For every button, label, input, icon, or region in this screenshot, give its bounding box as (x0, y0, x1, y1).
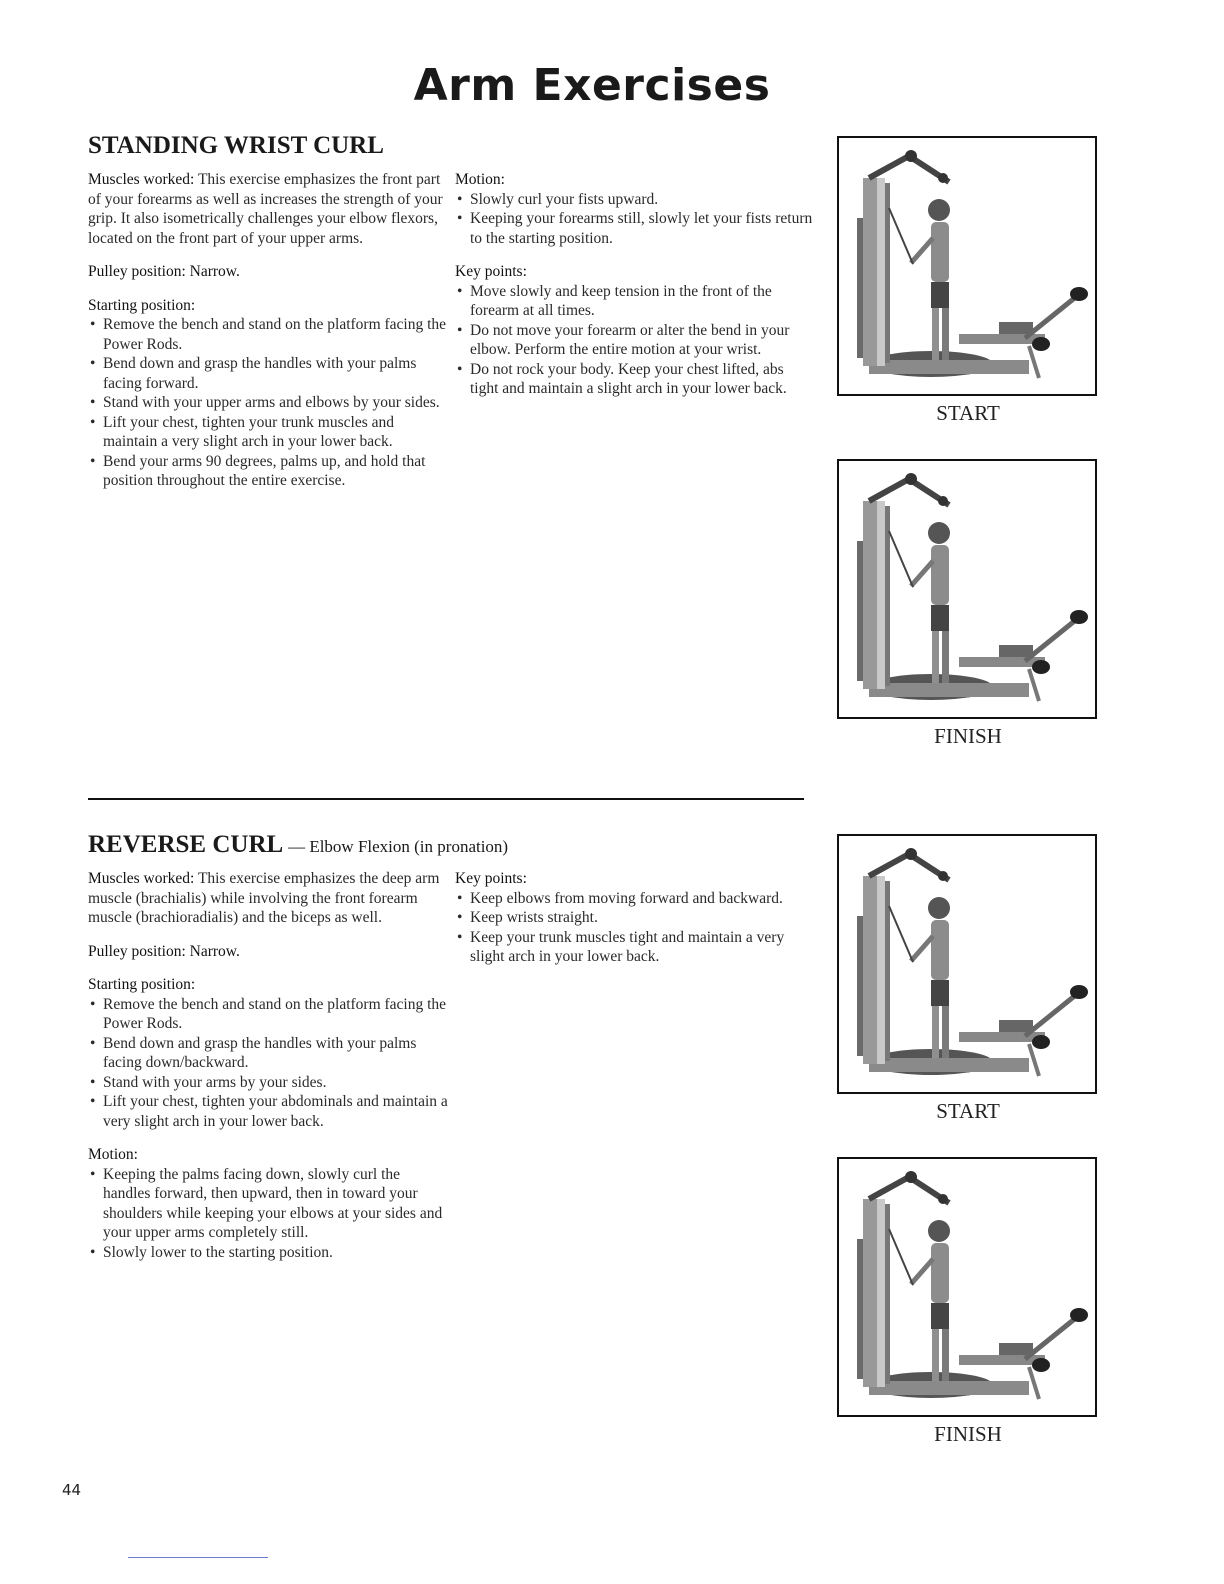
list-item: • Slowly curl your fists upward. (455, 190, 815, 210)
starting-position-heading: Starting position: (88, 976, 196, 993)
exercise-subtitle: — Elbow Flexion (in pronation) (288, 837, 509, 856)
list-item: • Stand with your upper arms and elbows by your sides. (88, 393, 448, 413)
key-points-list (455, 282, 815, 399)
list-item: • Lift your chest, tighten your trunk muscles and maintain a very slight arch in your lower back. (88, 413, 448, 452)
starting-position-heading: Starting position: (88, 296, 196, 314)
start-caption: START (936, 401, 1000, 425)
page-number: 44 (62, 1481, 82, 1499)
exercise-title-text: STANDING WRIST CURL (88, 132, 384, 159)
muscles-label: Muscles worked: (88, 171, 195, 188)
list-item: • Slowly lower to the starting position. (88, 1243, 448, 1263)
exercise-title (88, 831, 508, 859)
list-item: • Keep your trunk muscles tight and maintain a very slight arch in your lower back. (455, 928, 815, 967)
muscles-text: This exercise emphasizes the deep arm muscle (brachialis) while involving the front forearm muscle (brachioradialis) and the biceps as well. (88, 870, 440, 926)
pulley-position (88, 942, 448, 962)
list-item: • Move slowly and keep tension in the front of the forearm at all times. (455, 282, 815, 321)
exercise-title-text: REVERSE CURL (88, 831, 282, 858)
pulley-value: Narrow. (189, 263, 240, 280)
finish-illustration (837, 1157, 1097, 1417)
muscles-worked (88, 869, 448, 928)
pulley-value: Narrow. (189, 942, 240, 960)
exercise-left-column (88, 170, 448, 491)
finish-illustration (837, 459, 1097, 719)
exercise-right-column (455, 170, 815, 399)
page-title: Arm Exercises (413, 60, 771, 111)
exercise-right-column (455, 869, 815, 967)
list-item: • Keeping the palms facing down, slowly curl the handles forward, then upward, then in toward your shoulders while keeping your elbows at your sides and your upper arms completely still. (88, 1165, 448, 1243)
exercise-left-column (88, 869, 448, 1262)
start-illustration (837, 136, 1097, 396)
section-divider (88, 798, 804, 800)
gym-machine-image (839, 461, 1095, 717)
motion-list (88, 1165, 448, 1263)
pulley-position (88, 262, 448, 282)
footer-rule (128, 1557, 268, 1558)
key-points-list (455, 889, 815, 967)
finish-caption: FINISH (934, 724, 1002, 748)
starting-position-list (88, 315, 448, 491)
list-item: • Remove the bench and stand on the platform facing the Power Rods. (88, 315, 448, 354)
list-item: • Keep wrists straight. (455, 908, 815, 928)
start-illustration (837, 834, 1097, 1094)
list-item: • Remove the bench and stand on the platform facing the Power Rods. (88, 995, 448, 1034)
key-points-heading: Key points: (455, 263, 527, 280)
list-item: • Stand with your arms by your sides. (88, 1073, 448, 1093)
muscles-label: Muscles worked: (88, 870, 195, 887)
finish-caption: FINISH (934, 1422, 1002, 1446)
list-item: • Bend down and grasp the handles with your palms facing forward. (88, 354, 448, 393)
starting-position-list (88, 995, 448, 1132)
list-item: • Do not move your forearm or alter the bend in your elbow. Perform the entire motion at your wrist. (455, 321, 815, 360)
pulley-label: Pulley position: (88, 263, 186, 280)
muscles-text: This exercise emphasizes the front part of your forearms as well as increases the strength of your grip. It also isometrically challenges your elbow flexors, located on the front part of your upper arms. (88, 171, 443, 247)
gym-machine-image (839, 138, 1095, 394)
gym-machine-image (839, 1159, 1095, 1415)
gym-machine-image (839, 836, 1095, 1092)
motion-heading: Motion: (88, 1146, 138, 1163)
list-item: • Bend your arms 90 degrees, palms up, and hold that position throughout the entire exercise. (88, 452, 448, 491)
exercise-title (88, 132, 384, 160)
motion-list (455, 190, 815, 249)
key-points-heading: Key points: (455, 870, 527, 887)
pulley-label: Pulley position: (88, 942, 186, 960)
muscles-worked (88, 170, 448, 248)
list-item: • Bend down and grasp the handles with your palms facing down/backward. (88, 1034, 448, 1073)
motion-heading: Motion: (455, 171, 505, 188)
list-item: • Do not rock your body. Keep your chest lifted, abs tight and maintain a slight arch in your lower back. (455, 360, 815, 399)
list-item: • Keep elbows from moving forward and backward. (455, 889, 815, 909)
list-item: • Lift your chest, tighten your abdominals and maintain a very slight arch in your lower back. (88, 1092, 448, 1131)
start-caption: START (936, 1099, 1000, 1123)
list-item: • Keeping your forearms still, slowly let your fists return to the starting position. (455, 209, 815, 248)
